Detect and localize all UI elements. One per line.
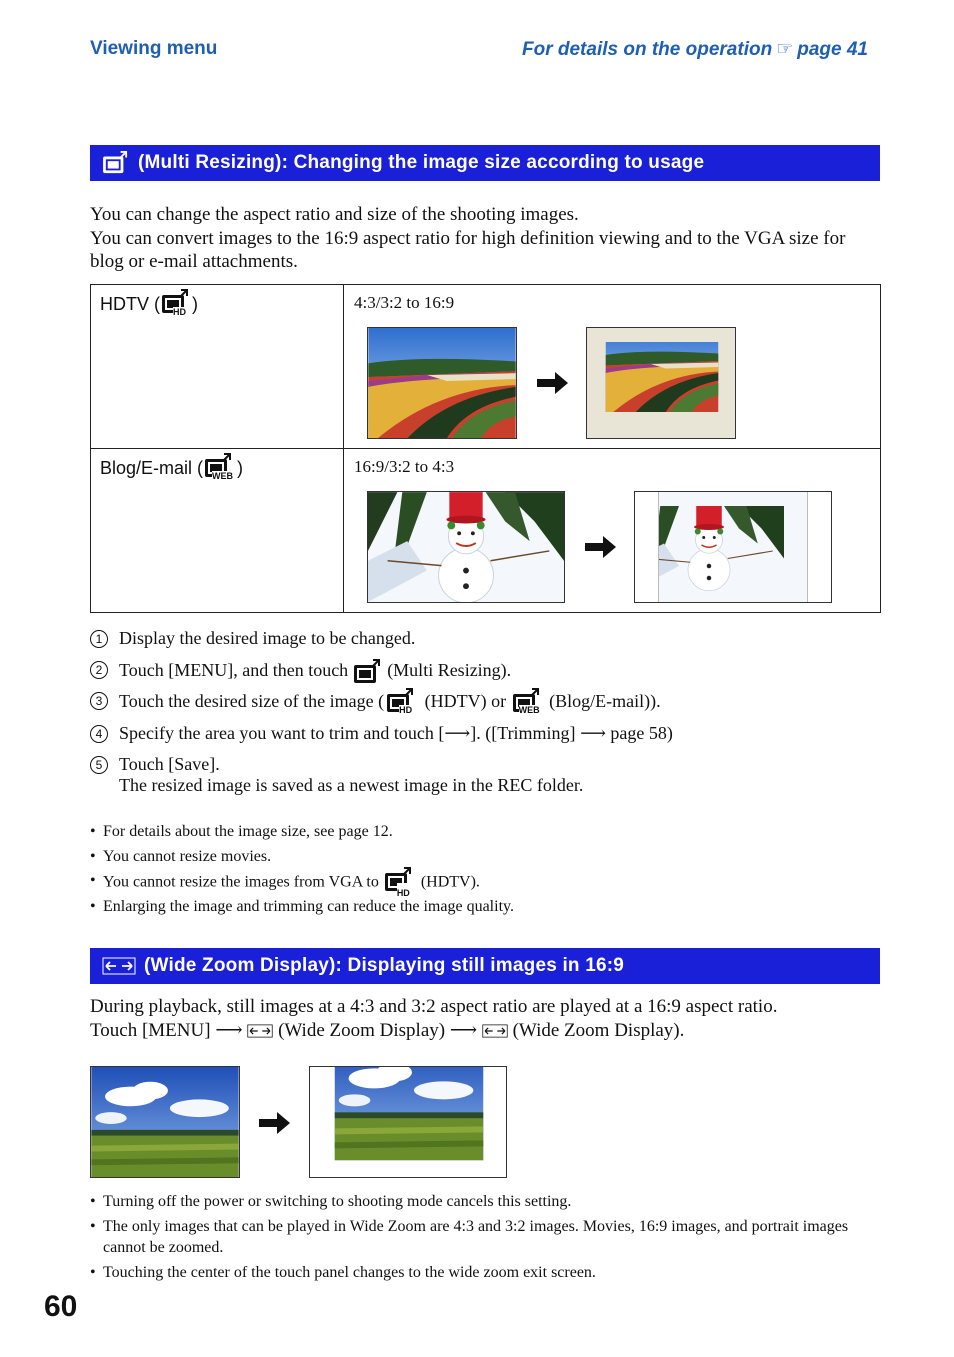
wide-zoom-intro: [90, 995, 880, 1042]
blog-label-close: ): [237, 457, 244, 478]
hdtv-label: [91, 285, 344, 449]
hdtv-label-close: ): [192, 293, 198, 314]
wide-zoom-icon: [102, 957, 136, 975]
step-1: [90, 628, 880, 649]
arrow-right-icon: [537, 371, 569, 395]
details-reference: [522, 38, 868, 61]
note-item: • For details about the image size, see page 12.: [90, 823, 393, 840]
multi-resizing-heading-text: (Multi Resizing): Changing the image size according to usage: [138, 152, 705, 173]
blog-label: [91, 449, 344, 613]
hdtv-resize-icon: HD: [384, 690, 420, 716]
wide-zoom-heading: [90, 948, 880, 984]
blog-content: [344, 449, 881, 613]
intro-line-1: You can change the aspect ratio and size of the shooting images.: [90, 204, 579, 225]
step-number: 2: [90, 661, 108, 679]
multi-resizing-intro: [90, 203, 880, 274]
step-5: [90, 754, 880, 796]
note-item: • Turning off the power or switching to shooting mode cancels this setting.: [90, 1193, 572, 1210]
flower-field-original-image: [367, 327, 517, 439]
long-arrow-icon: ⟶: [449, 1019, 478, 1041]
step-text: Touch the desired size of the image ( HD (HDTV) or WEB (Blog/E-mail)).: [119, 690, 661, 716]
step-2: [90, 659, 880, 685]
details-page-link[interactable]: page 41: [797, 39, 868, 60]
step-number: 4: [90, 725, 108, 743]
wide-zoom-line-2: Touch [MENU] ⟶ (Wide Zoom Display) ⟶ (Wide Zoom Display).: [90, 1019, 685, 1041]
table-row-blog: [91, 449, 881, 613]
long-arrow-icon: ⟶: [444, 723, 471, 743]
intro-line-2: You can convert images to the 16:9 aspect ratio for high definition viewing and to the VGA size for blog or e-mail attachments.: [90, 227, 846, 272]
step-3: [90, 690, 880, 716]
snowman-resized-image: [634, 491, 832, 603]
web-resize-icon: WEB: [203, 455, 237, 483]
page-number: 60: [44, 1290, 78, 1323]
field-wide-zoom-image: [309, 1066, 507, 1178]
wide-zoom-icon: [482, 1024, 508, 1038]
long-arrow-icon: ⟶: [580, 723, 606, 743]
hdtv-content: [344, 285, 881, 449]
step-number: 1: [90, 630, 108, 648]
resize-options-table: [90, 284, 881, 613]
blog-ratio: 16:9/3:2 to 4:3: [354, 457, 455, 476]
hdtv-label-text: HDTV (: [100, 293, 160, 314]
step-text: Specify the area you want to trim and touch [⟶]. ([Trimming] ⟶ page 58): [119, 723, 673, 743]
hand-pointer-icon: ☞: [776, 39, 794, 60]
step-number: 3: [90, 692, 108, 710]
hdtv-resize-icon: HD: [383, 870, 417, 896]
blog-label-text: Blog/E-mail (: [100, 457, 204, 478]
arrow-right-icon: [259, 1111, 291, 1135]
step-4: [90, 723, 880, 744]
note-item: • You cannot resize the images from VGA to HD (HDTV).: [90, 870, 880, 896]
flower-field-resized-image: [586, 327, 736, 439]
field-original-image: [90, 1066, 240, 1178]
note-item: • You cannot resize movies.: [90, 848, 272, 865]
note-item: • Enlarging the image and trimming can reduce the image quality.: [90, 898, 514, 915]
long-arrow-icon: ⟶: [215, 1019, 243, 1041]
section-title: Viewing menu: [90, 38, 218, 59]
step-number: 5: [90, 756, 108, 774]
step-text: Display the desired image to be changed.: [119, 628, 416, 648]
arrow-right-icon: [585, 535, 617, 559]
table-row-hdtv: [91, 285, 881, 449]
hdtv-resize-icon: HD: [160, 291, 192, 319]
step-text: Touch [MENU], and then touch (Multi Resizing).: [119, 659, 511, 685]
wide-zoom-line-1: During playback, still images at a 4:3 and 3:2 aspect ratio are played at a 16:9 aspect ratio.: [90, 996, 778, 1017]
multi-resize-icon: [353, 659, 383, 685]
wide-zoom-heading-text: (Wide Zoom Display): Displaying still images in 16:9: [144, 955, 625, 976]
note-item: • Touching the center of the touch panel changes to the wide zoom exit screen.: [90, 1264, 596, 1281]
multi-resize-icon: [102, 151, 130, 175]
wide-zoom-icon: [247, 1024, 273, 1038]
multi-resizing-heading: [90, 145, 880, 181]
hdtv-ratio: 4:3/3:2 to 16:9: [354, 293, 455, 312]
note-item: • The only images that can be played in Wide Zoom are 4:3 and 3:2 images. Movies, 16:9 images, and portrait images cannot be zoomed.: [90, 1218, 849, 1256]
snowman-original-image: [367, 491, 565, 603]
step-text: Touch [Save]. The resized image is saved as a newest image in the REC folder.: [119, 754, 584, 795]
web-resize-icon: WEB: [511, 690, 545, 716]
details-prefix: For details on the operation: [522, 39, 773, 60]
step-sub-text: The resized image is saved as a newest image in the REC folder.: [119, 775, 584, 795]
